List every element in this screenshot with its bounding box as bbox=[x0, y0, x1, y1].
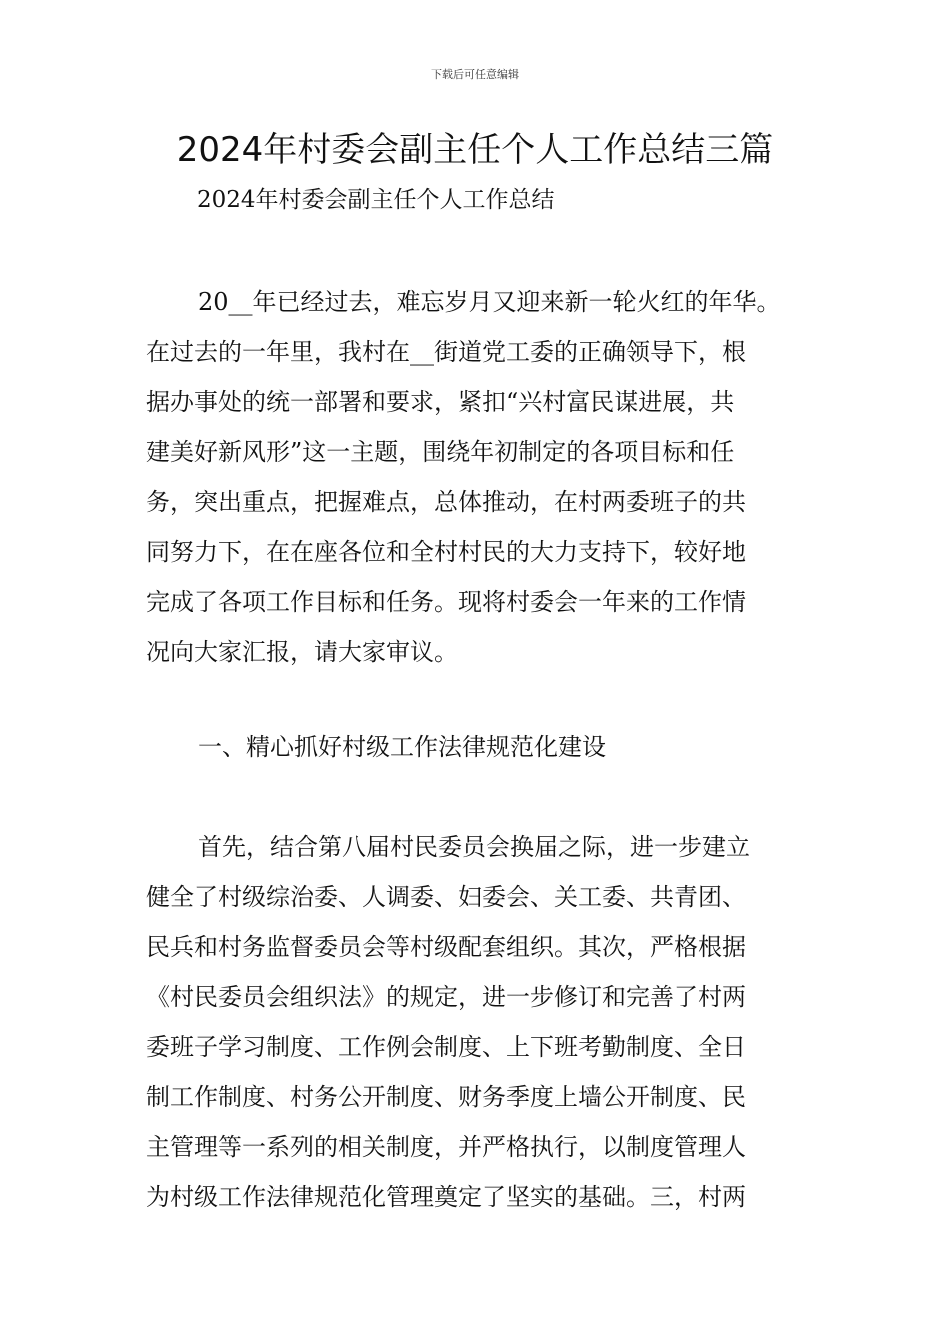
document-title: 2024年村委会副主任个人工作总结三篇 bbox=[176, 130, 774, 170]
paragraph-line: 委班子学习制度、工作例会制度、上下班考勤制度、全日 bbox=[146, 1033, 746, 1061]
header-note: 下载后可任意编辑 bbox=[431, 68, 519, 81]
paragraph-line: 同努力下，在在座各位和全村村民的大力支持下，较好地 bbox=[146, 538, 746, 566]
document-subtitle: 2024年村委会副主任个人工作总结 bbox=[197, 187, 555, 213]
paragraph-line: 健全了村级综治委、人调委、妇委会、关工委、共青团、 bbox=[146, 883, 746, 911]
paragraph-line: 为村级工作法律规范化管理奠定了坚实的基础。三，村两 bbox=[146, 1183, 746, 1211]
paragraph-line: 完成了各项工作目标和任务。现将村委会一年来的工作情 bbox=[146, 588, 746, 616]
paragraph-line: 况向大家汇报，请大家审议。 bbox=[146, 638, 458, 666]
paragraph-line: 建美好新风形”这一主题，围绕年初制定的各项目标和任 bbox=[146, 438, 735, 466]
paragraph-line: 在过去的一年里，我村在__街道党工委的正确领导下，根 bbox=[146, 338, 746, 366]
paragraph-line: 务，突出重点，把握难点，总体推动，在村两委班子的共 bbox=[146, 488, 746, 516]
paragraph-line: 民兵和村务监督委员会等村级配套组织。其次，严格根据 bbox=[146, 933, 746, 961]
paragraph-intro bbox=[146, 277, 816, 677]
paragraph-line: 据办事处的统一部署和要求，紧扣“兴村富民谋进展，共 bbox=[146, 388, 735, 416]
section-heading-text: 一、精心抓好村级工作法律规范化建设 bbox=[198, 733, 606, 761]
paragraph-line: 主管理等一系列的相关制度，并严格执行，以制度管理人 bbox=[146, 1133, 746, 1161]
section-heading bbox=[146, 722, 816, 772]
paragraph-line: 首先，结合第八届村民委员会换届之际，进一步建立 bbox=[198, 833, 750, 861]
paragraph-line: 20__年已经过去，难忘岁月又迎来新一轮火红的年华。 bbox=[198, 288, 781, 316]
paragraph-line: 《村民委员会组织法》的规定，进一步修订和完善了村两 bbox=[146, 983, 746, 1011]
paragraph-section-one bbox=[146, 822, 816, 1222]
paragraph-line: 制工作制度、村务公开制度、财务季度上墙公开制度、民 bbox=[146, 1083, 746, 1111]
